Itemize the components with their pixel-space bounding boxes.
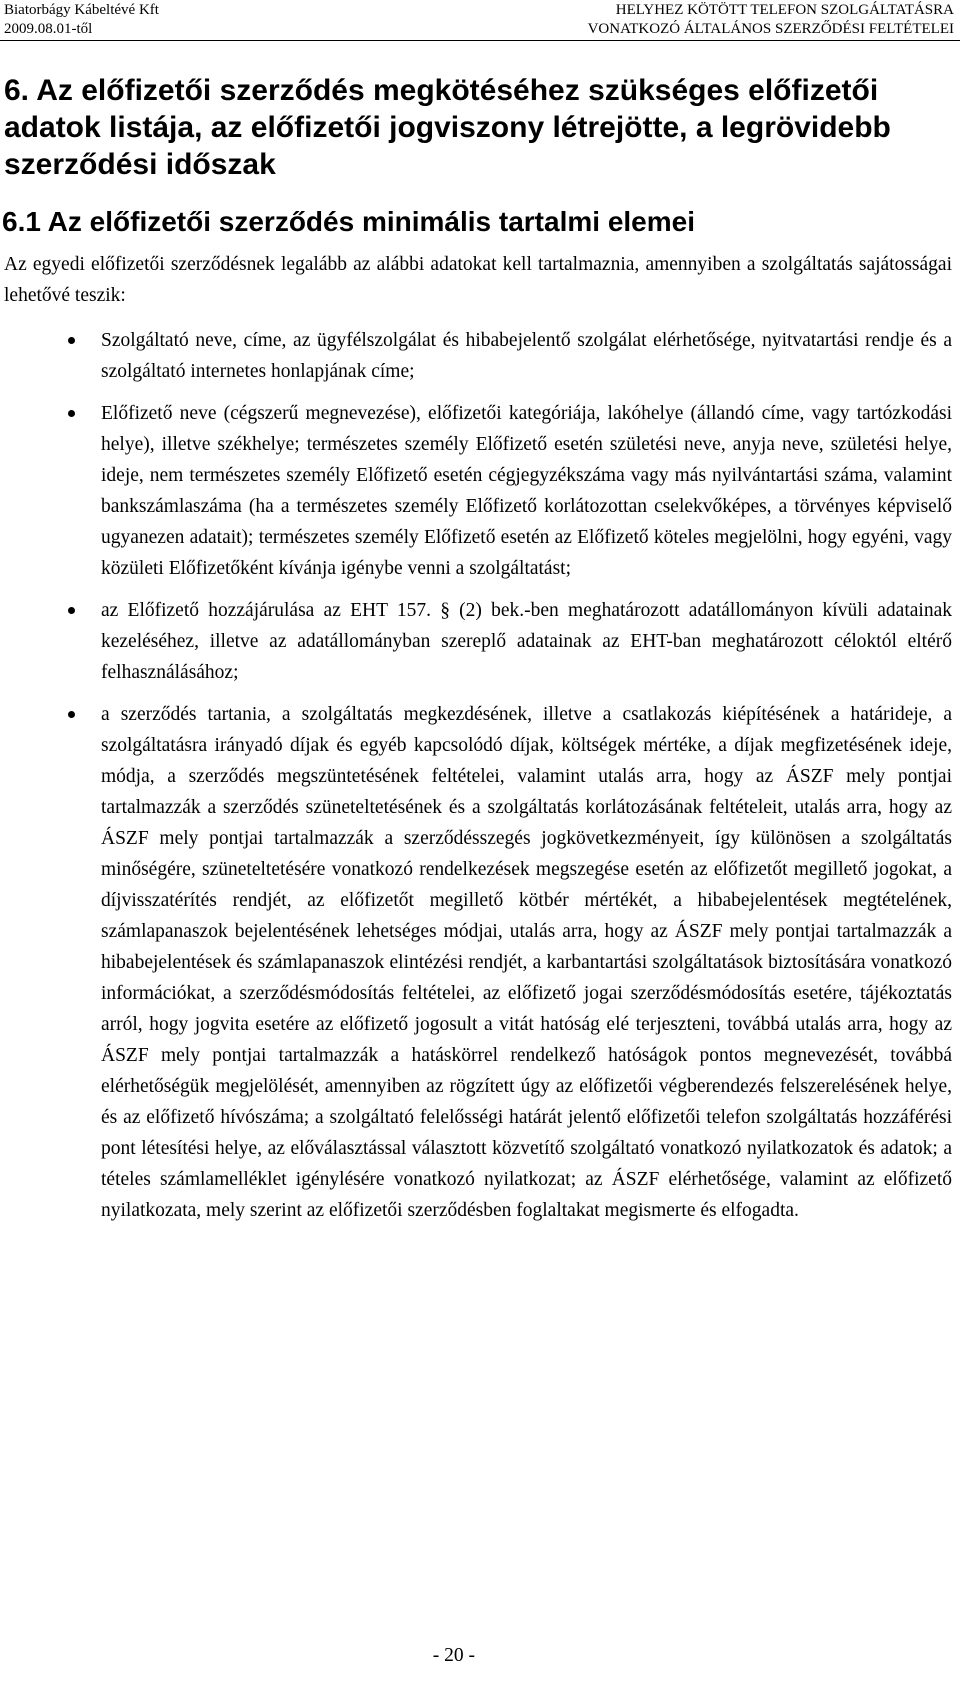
section-title: 6. Az előfizetői szerződés megkötéséhez szükséges előfizetői adatok listája, az előfizetői jogviszony létrejötte, a legrövidebb szerződési időszak bbox=[4, 74, 891, 181]
list-item bbox=[0, 325, 960, 387]
page-header bbox=[0, 0, 960, 42]
bullet-icon bbox=[68, 337, 75, 344]
list-item-text: Előfizető neve (cégszerű megnevezése), előfizetői kategóriája, lakóhelye (állandó címe, vagy tartózkodási helye), illetve székhelye; természetes személy Előfizető esetén születési neve, anyja neve, születési helye, ideje, nem természetes személy Előfizető esetén cégjegyzékszáma vagy más nyilvántartási száma, valamint bankszámlaszáma (ha a természetes személy Előfizető korlátozottan cselekvőképes, a törvényes képviselő ugyanezen adatait); természetes személy Előfizető esetén az Előfizető köteles megjelölni, hogy egyéni, vagy közületi Előfizetőként kívánja igénybe venni a szolgáltatást; bbox=[101, 403, 952, 579]
company-name: Biatorbágy Kábeltévé Kft bbox=[4, 2, 159, 18]
list-item bbox=[0, 398, 960, 584]
service-name: HELYHEZ KÖTÖTT TELEFON SZOLGÁLTATÁSRA bbox=[615, 2, 954, 18]
requirements-list bbox=[0, 325, 960, 1226]
header-right bbox=[588, 1, 954, 39]
page-number: - 20 - bbox=[432, 1645, 475, 1666]
subsection-title: 6.1 Az előfizetői szerződés minimális tartalmi elemei bbox=[2, 206, 695, 237]
list-item-text: az Előfizető hozzájárulása az EHT 157. § (2) bek.-ben meghatározott adatállományon kívüli adatainak kezeléséhez, illetve az adatállományban szereplő adatainak az EHT-ban meghatározott céloktól eltérő felhasználásához; bbox=[101, 600, 952, 683]
header-left bbox=[4, 1, 159, 39]
document-type: VONATKOZÓ ÁLTALÁNOS SZERZŐDÉSI FELTÉTELEI bbox=[587, 21, 954, 37]
page-footer bbox=[0, 1645, 960, 1667]
bullet-icon bbox=[68, 410, 75, 417]
intro-paragraph: Az egyedi előfizetői szerződésnek legalább az alábbi adatokat kell tartalmaznia, amennyiben a szolgáltatás sajátosságai lehetővé teszik: bbox=[4, 254, 952, 306]
list-item bbox=[0, 595, 960, 688]
list-item-text: a szerződés tartania, a szolgáltatás megkezdésének, illetve a csatlakozás kiépítésének a határideje, a szolgáltatásra irányadó díjak és egyéb kapcsolódó díjak, költségek mértéke, a díjak megfizetésének ideje, módja, a szerződés megszüntetésének feltételei, valamint utalás arra, hogy az ÁSZF mely pontjai tartalmazzák a szerződés szüneteltetésének és a szolgáltatás korlátozásának feltételeit, utalás arra, hogy az ÁSZF mely pontjai tartalmazzák a szerződésszegés jogkövetkezményeit, így különösen a szolgáltatás minőségére, szüneteltetésére vonatkozó rendelkezések megszegése esetén az előfizetőt megillető jogokat, a díjvisszatérítés rendjét, az előfizetőt megillető kötbér mértékét, a hibabejelentések megtételének, számlapanaszok bejelentésének lehetséges módjai, utalás arra, hogy az ÁSZF mely pontjai tartalmazzák a hibabejelentések és számlapanaszok elintézési rendjét, a karbantartási szolgáltatások biztosítására vonatkozó információkat, a szerződésmódosítás feltételei, az előfizető jogai szerződésmódosítás esetére, tájékoztatás arról, hogy jogvita esetére az előfizető jogosult a vitát hatóság elé terjeszteni, továbbá utalás arra, hogy az ÁSZF mely pontjai tartalmazzák a hatáskörrel rendelkező hatóságok pontos megnevezését, továbbá elérhetőségük megjelölését, amennyiben az rögzített úgy az előfizetői végberendezés felszerelésének helye, és az előfizető hívószáma; a szolgáltató felelősségi határát jelentő előfizetői telefon szolgáltatás hozzáférési pont létesítési helye, az előválasztással választott közvetítő szolgáltató vonatkozó nyilatkozatok és adatok; a tételes számlamelléklet igénylésére vonatkozó nyilatkozat; az ÁSZF elérhetősége, valamint az előfizető nyilatkozata, mely szerint az előfizetői szerződésben foglaltakat megismerte és elfogadta. bbox=[101, 704, 952, 1221]
effective-date: 2009.08.01-től bbox=[4, 21, 93, 37]
list-item-text: Szolgáltató neve, címe, az ügyfélszolgálat és hibabejelentő szolgálat elérhetősége, nyitvatartási rendje és a szolgáltató internetes honlapjának címe; bbox=[101, 330, 952, 382]
bullet-icon bbox=[68, 711, 75, 718]
bullet-icon bbox=[68, 607, 75, 614]
list-item bbox=[0, 699, 960, 1226]
header-divider bbox=[0, 40, 960, 41]
document-body bbox=[0, 72, 960, 1237]
